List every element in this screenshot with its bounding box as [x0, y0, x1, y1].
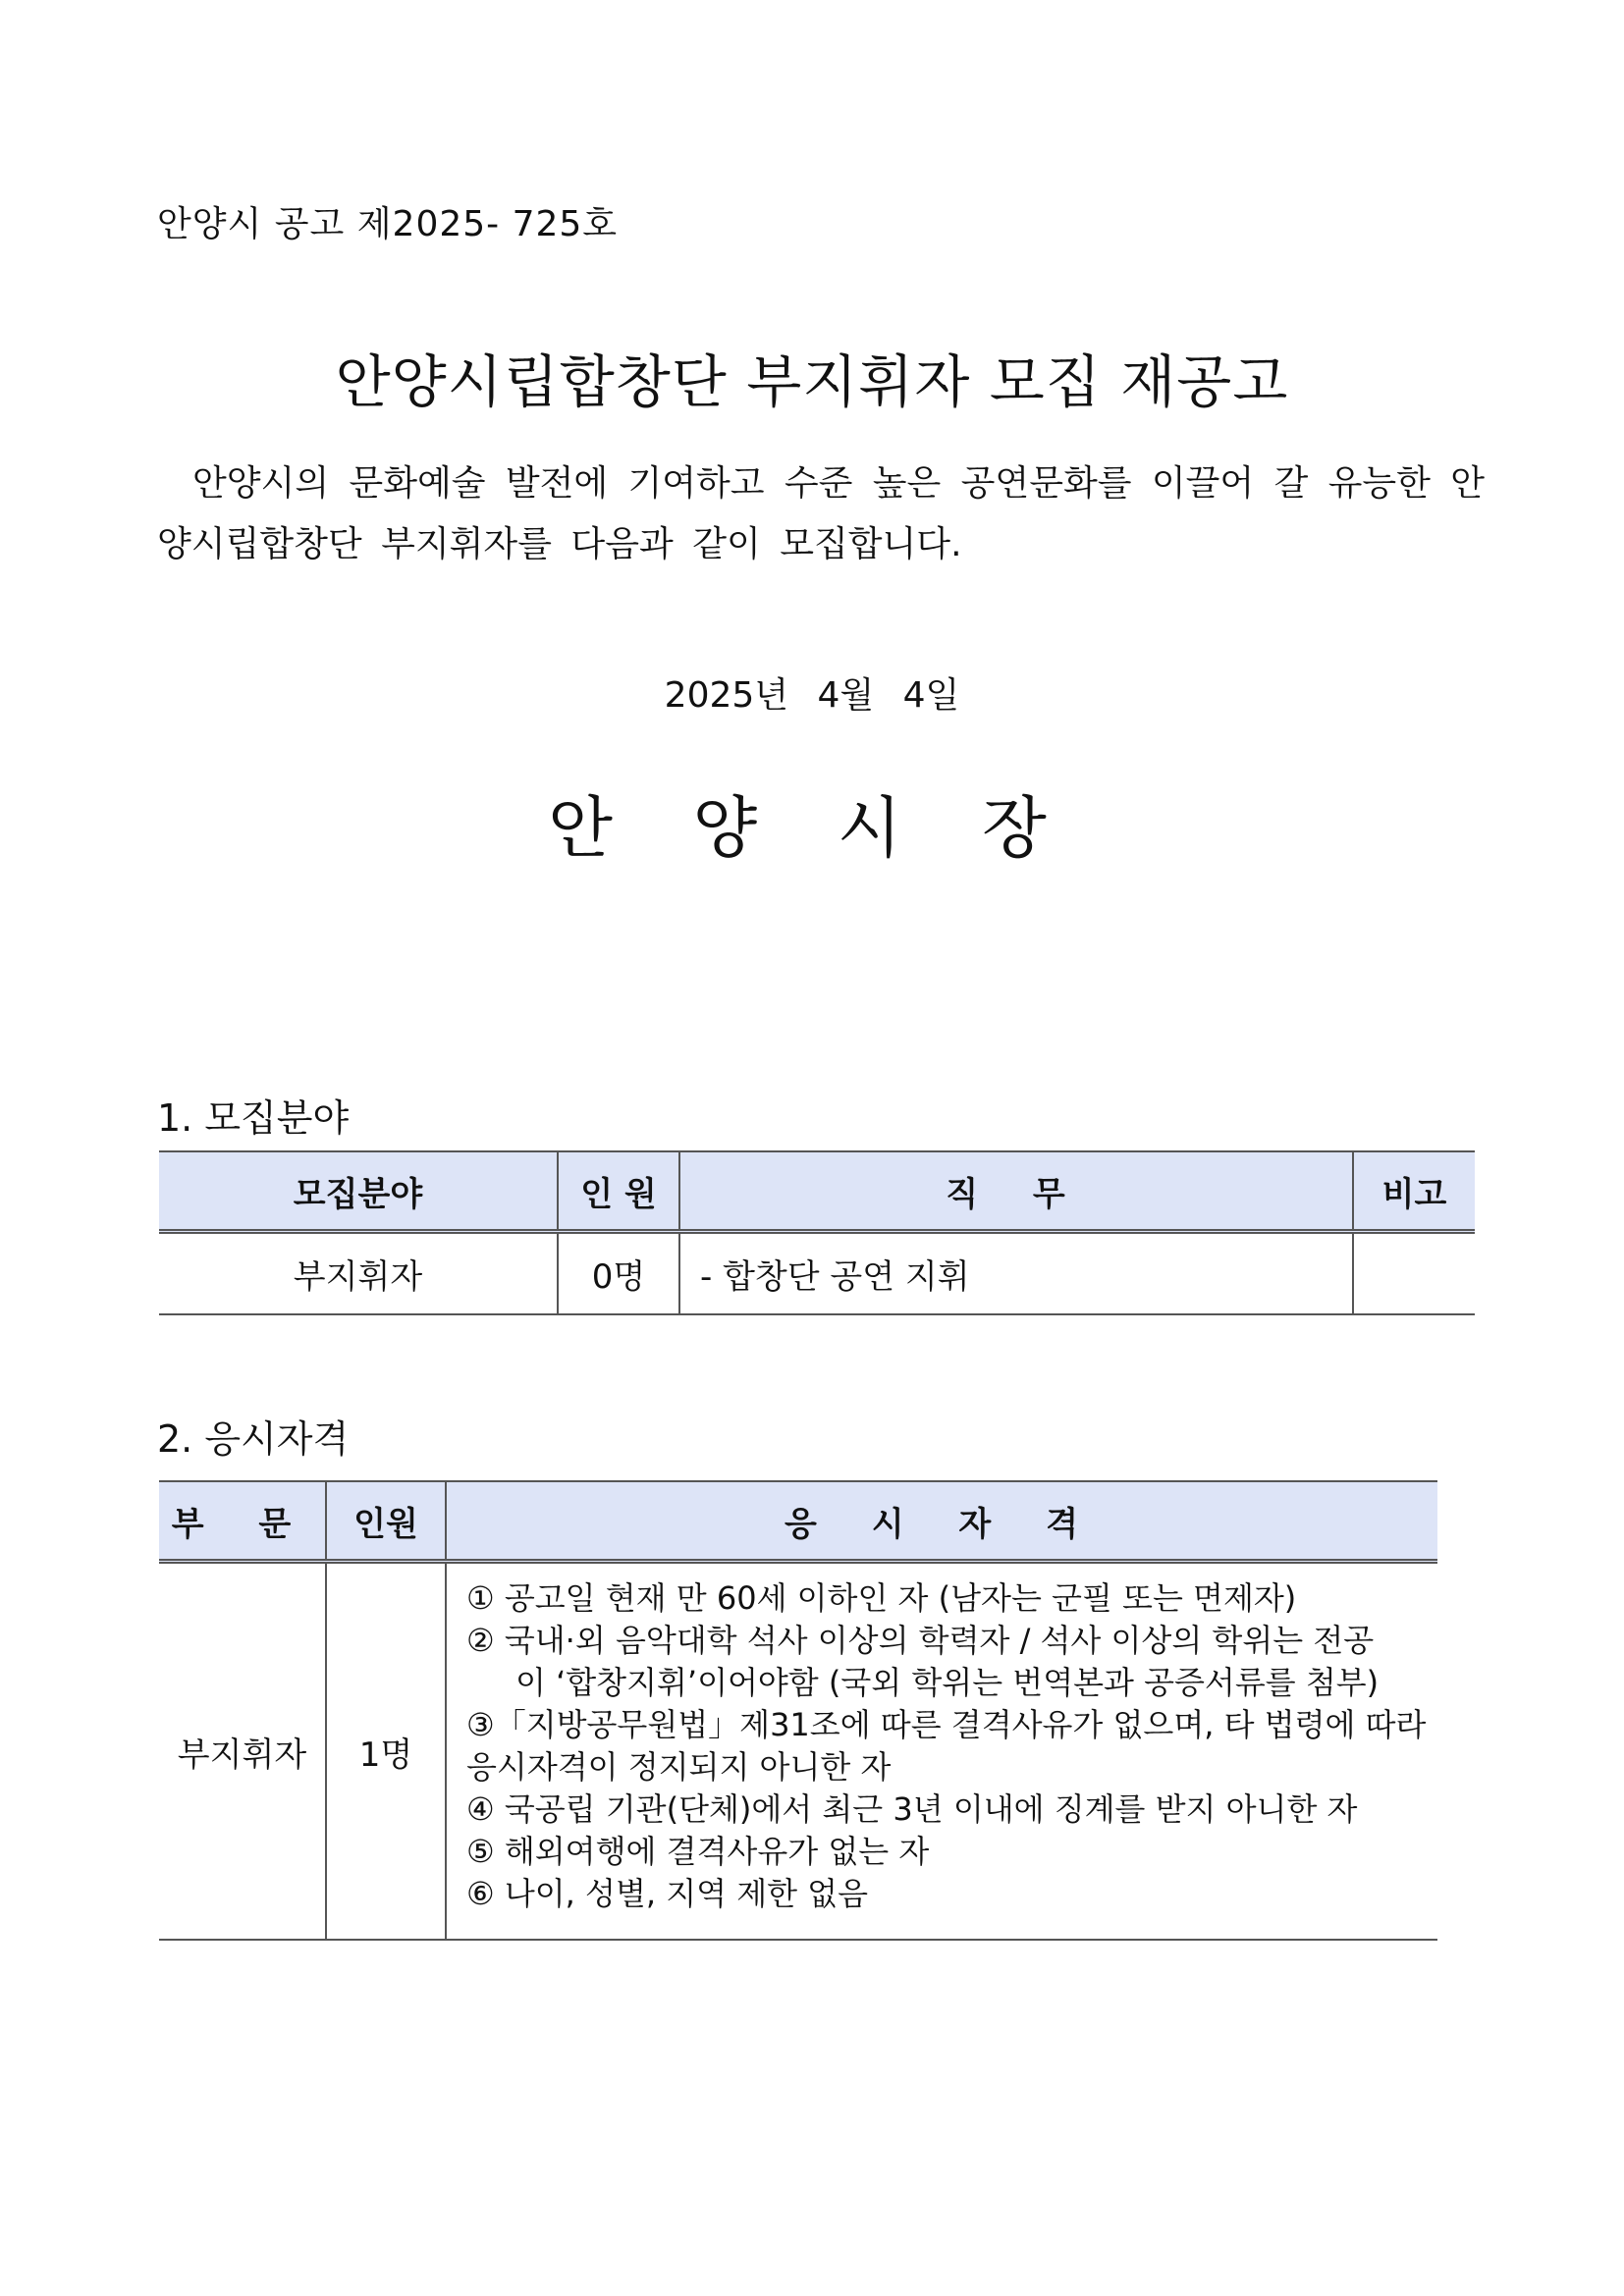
cell-note: [1353, 1232, 1475, 1315]
cell-qualifications: [446, 1562, 1437, 1941]
qualification-item: ④ 국공립 기관(단체)에서 최근 3년 이내에 징계를 받지 아니한 자: [466, 1790, 1358, 1828]
header-note: 비고: [1353, 1151, 1475, 1232]
qualification-item: 이 ‘합창지휘’이어야함 (국외 학위는 번역본과 공증서류를 첨부): [515, 1664, 1380, 1701]
qualifications-table: [159, 1480, 1437, 1941]
table-header-row: [159, 1151, 1475, 1232]
qualification-item: ② 국내·외 음악대학 석사 이상의 학력자 / 석사 이상의 학위는 전공: [466, 1622, 1375, 1659]
qualification-item: ⑥ 나이, 성별, 지역 제한 없음: [466, 1875, 869, 1912]
section-heading-qualifications: 2. 응시자격: [157, 1417, 350, 1461]
qualification-item: 응시자격이 정지되지 아니한 자: [466, 1748, 892, 1786]
issuer-name: 안 양 시 장: [548, 790, 1076, 868]
cell-count: 1명: [326, 1562, 446, 1941]
cell-field: 부지휘자: [159, 1232, 558, 1315]
notice-number: 안양시 공고 제2025- 725호: [157, 204, 619, 244]
intro-paragraph: 안양시의 문화예술 발전에 기여하고 수준 높은 공연문화를 이끌어 갈 유능한 안양시립합창단 부지휘자를 다음과 같이 모집합니다.: [157, 463, 1485, 564]
qualification-item: ⑤ 해외여행에 결격사유가 없는 자: [466, 1833, 930, 1870]
cell-division: 부지휘자: [159, 1562, 326, 1941]
recruitment-field-table: [159, 1150, 1475, 1315]
section-heading-recruitment-field: 1. 모집분야: [157, 1096, 350, 1140]
table-row: [159, 1232, 1475, 1315]
header-division: 부 문: [159, 1481, 326, 1562]
qualification-item: ③「지방공무원법」제31조에 따른 결격사유가 없으며, 타 법령에 따라: [466, 1706, 1427, 1743]
table-header-row: [159, 1481, 1437, 1562]
qualification-item: ① 공고일 현재 만 60세 이하인 자 (남자는 군필 또는 면제자): [466, 1579, 1297, 1617]
notice-date: 2025년 4월 4일: [664, 675, 960, 716]
header-count: 인 원: [558, 1151, 679, 1232]
header-qualifications: 응 시 자 격: [446, 1481, 1437, 1562]
cell-count: 0명: [558, 1232, 679, 1315]
cell-duty: - 합창단 공연 지휘: [679, 1232, 1353, 1315]
table-row: [159, 1562, 1437, 1941]
document-title: 안양시립합창단 부지휘자 모집 재공고: [335, 348, 1289, 415]
header-duty: 직 무: [679, 1151, 1353, 1232]
header-field: 모집분야: [159, 1151, 558, 1232]
header-count: 인원: [326, 1481, 446, 1562]
